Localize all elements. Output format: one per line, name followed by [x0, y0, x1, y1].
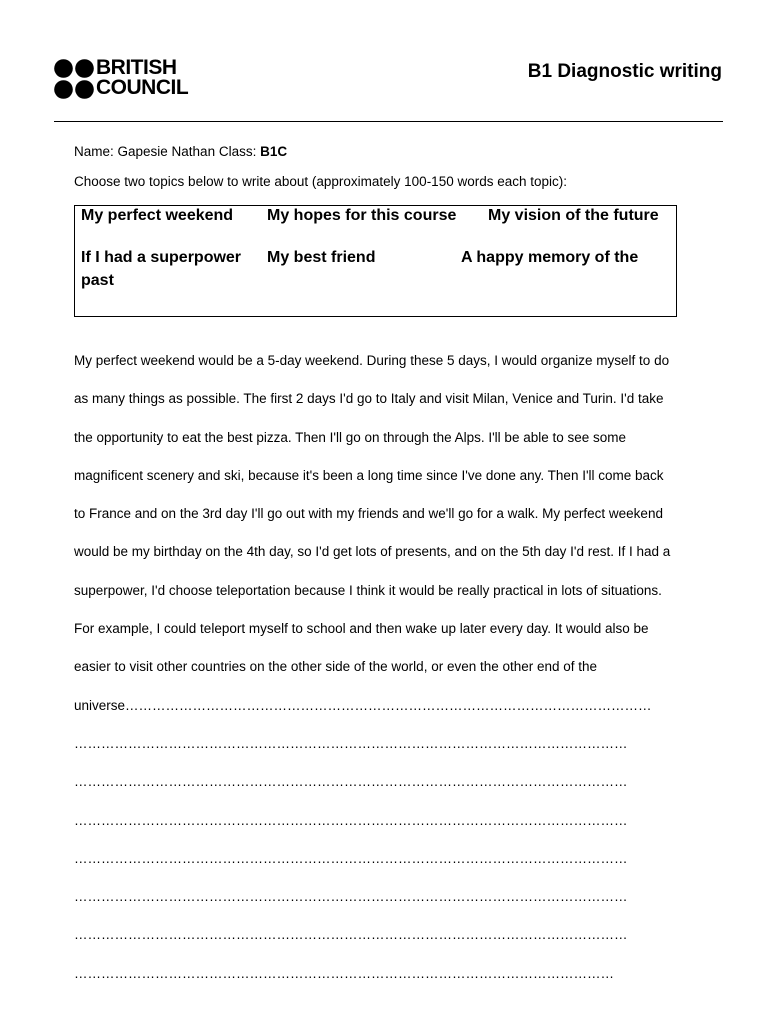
essay-line: superpower, I'd choose teleportation because I think it would be really practical in lots of situations. — [74, 582, 662, 598]
class-value: B1C — [260, 144, 288, 159]
student-info — [74, 144, 287, 159]
topic-vision-future: My vision of the future — [488, 207, 659, 224]
essay-line: easier to visit other countries on the other side of the world, or even the other end of the — [74, 659, 598, 675]
topics-box — [74, 205, 677, 317]
dotted-line: …………………………………………………………………………………………………………… — [74, 735, 628, 751]
dotted-line: …………………………………………………………………………………………………………… — [74, 812, 628, 828]
dotted-line: …………………………………………………………………………………………………………… — [74, 889, 628, 905]
topic-superpower: If I had a superpower — [81, 249, 242, 266]
essay-line: would be my birthday on the 4th day, so I'd get lots of presents, and on the 5th day I'd rest. If I had a — [74, 544, 671, 560]
logo-line-1: BRITISH — [96, 56, 177, 79]
document-title: B1 Diagnostic writing — [527, 61, 722, 82]
dotted-line: ………………………………………………………………………………………………………… — [74, 965, 614, 981]
essay-line: magnificent scenery and ski, because it's been a long time since I've done any. Then I'll come back — [74, 467, 664, 483]
instructions: Choose two topics below to write about (approximately 100-150 words each topic): — [74, 174, 568, 189]
topic-happy-memory-continued: past — [81, 272, 114, 289]
essay-line: as many things as possible. The first 2 days I'd go to Italy and visit Milan, Venice and Turin. I'd take — [74, 391, 664, 407]
logo-line-2: COUNCIL — [96, 76, 189, 99]
logo-wordmark — [96, 58, 188, 98]
topic-perfect-weekend: My perfect weekend — [81, 207, 234, 224]
dotted-line: …………………………………………………………………………………………………………… — [74, 774, 628, 790]
topic-happy-memory: A happy memory of the — [461, 249, 639, 266]
page-header — [0, 0, 768, 122]
name-label: Name: Gapesie Nathan Class: — [74, 144, 261, 159]
topic-hopes-course: My hopes for this course — [267, 207, 457, 224]
header-divider — [54, 121, 723, 122]
essay-line: universe……………………………………………………………………………………………………… — [74, 697, 652, 713]
essay-line: My perfect weekend would be a 5-day weekend. During these 5 days, I would organize myself to do — [74, 353, 670, 368]
british-council-logo — [54, 58, 204, 102]
dotted-line: …………………………………………………………………………………………………………… — [74, 850, 628, 866]
dotted-line: …………………………………………………………………………………………………………… — [74, 927, 628, 943]
essay-text — [74, 353, 734, 1004]
essay-line: the opportunity to eat the best pizza. Then I'll go on through the Alps. I'll be able to see some — [74, 429, 627, 445]
essay-line: For example, I could teleport myself to school and then wake up later every day. It would also be — [74, 621, 649, 637]
topic-best-friend: My best friend — [267, 249, 376, 266]
essay-line: to France and on the 3rd day I'll go out with my friends and we'll go for a walk. My perfect weekend — [74, 506, 663, 522]
logo-dots-icon — [54, 59, 94, 99]
